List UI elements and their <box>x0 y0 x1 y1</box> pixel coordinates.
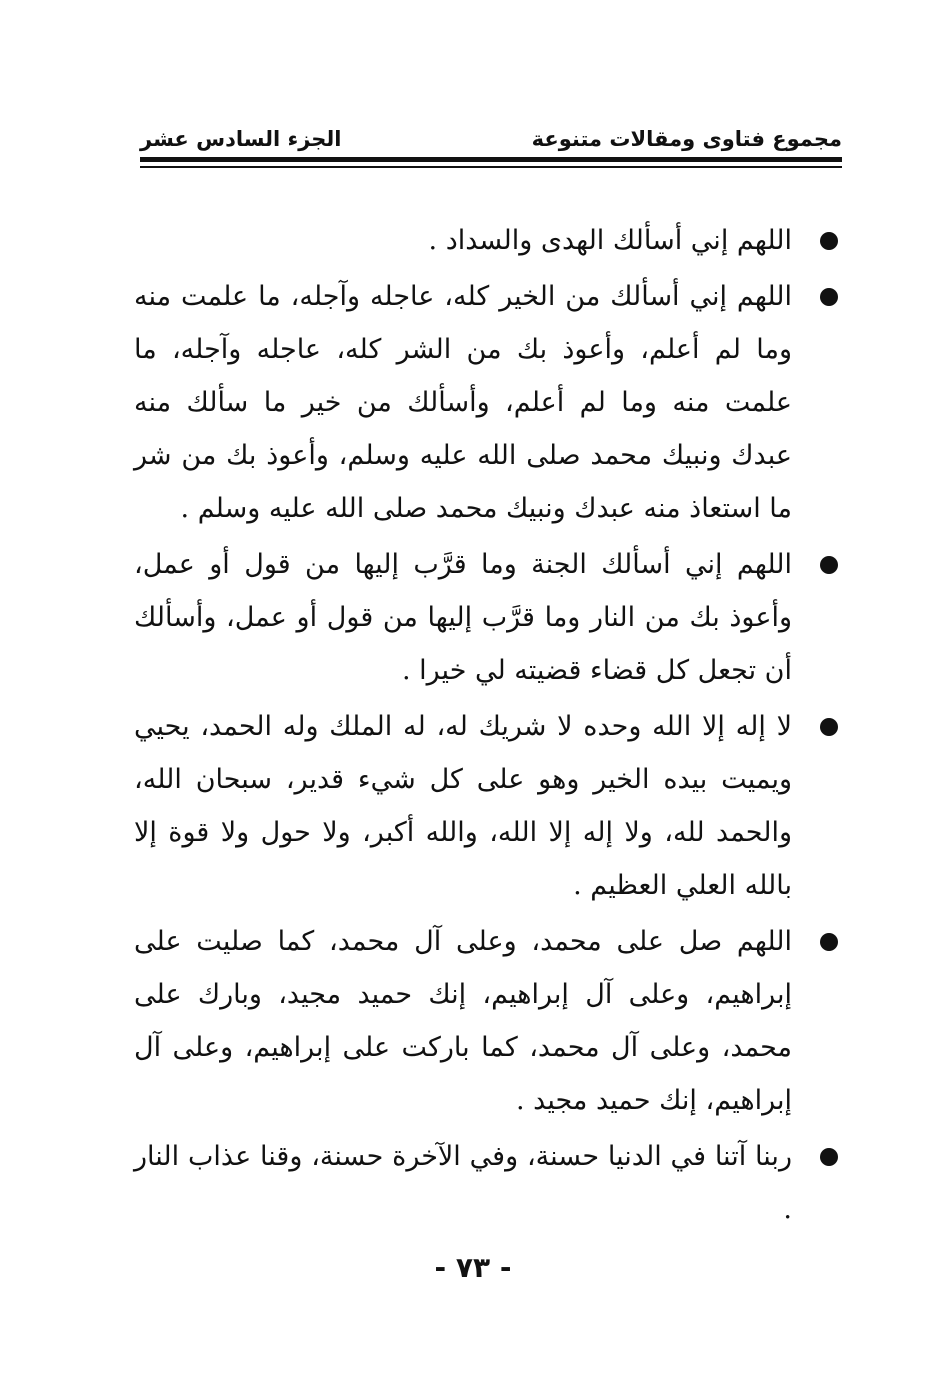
prayer-item <box>134 538 842 697</box>
prayer-text: اللهم إني أسألك الجنة وما قرَّب إليها من قول أو عمل، وأعوذ بك من النار وما قرَّب إليها من قول أو عمل، وأسألك أن تجعل كل قضاء قضيته لي خيرا . <box>134 549 792 686</box>
prayer-item <box>134 915 842 1127</box>
bullet-icon <box>820 933 838 951</box>
volume-label: الجزء السادس عشر <box>140 127 342 151</box>
bullet-icon <box>820 556 838 574</box>
prayer-item <box>134 1130 842 1236</box>
page-number: - ٧٣ - <box>434 1251 512 1284</box>
prayer-text: اللهم إني أسألك الهدى والسداد . <box>428 225 792 256</box>
header-rule-thin <box>140 166 842 168</box>
bullet-icon <box>820 288 838 306</box>
prayer-list <box>134 214 842 1239</box>
prayer-text: اللهم صل على محمد، وعلى آل محمد، كما صليت على إبراهيم، وعلى آل إبراهيم، إنك حميد مجيد، وبارك على محمد، وعلى آل محمد، كما باركت على إبراهيم، وعلى آل إبراهيم، إنك حميد مجيد . <box>134 926 792 1116</box>
header-rule-thick <box>140 157 842 162</box>
page-header <box>140 118 842 154</box>
bullet-icon <box>820 232 838 250</box>
prayer-text: اللهم إني أسألك من الخير كله، عاجله وآجله، ما علمت منه وما لم أعلم، وأعوذ بك من الشر كله، عاجله وآجله، ما علمت منه وما لم أعلم، وأسألك من خير ما سألك منه عبدك ونبيك محمد صلى الله عليه وسلم، وأعوذ بك من شر ما استعاذ منه عبدك ونبيك محمد صلى الله عليه وسلم . <box>134 281 792 524</box>
prayer-text: ربنا آتنا في الدنيا حسنة، وفي الآخرة حسنة، وقنا عذاب النار . <box>134 1141 792 1225</box>
prayer-text: لا إله إلا الله وحده لا شريك له، له الملك وله الحمد، يحيي ويميت بيده الخير وهو على كل شيء قدير، سبحان الله، والحمد لله، ولا إله إلا الله، والله أكبر، ولا حول ولا قوة إلا بالله العلي العظيم . <box>134 711 792 901</box>
book-title: مجموع فتاوى ومقالات متنوعة <box>531 127 842 151</box>
bullet-icon <box>820 718 838 736</box>
prayer-item <box>134 700 842 912</box>
prayer-item <box>134 270 842 535</box>
bullet-icon <box>820 1148 838 1166</box>
prayer-item <box>134 214 842 267</box>
